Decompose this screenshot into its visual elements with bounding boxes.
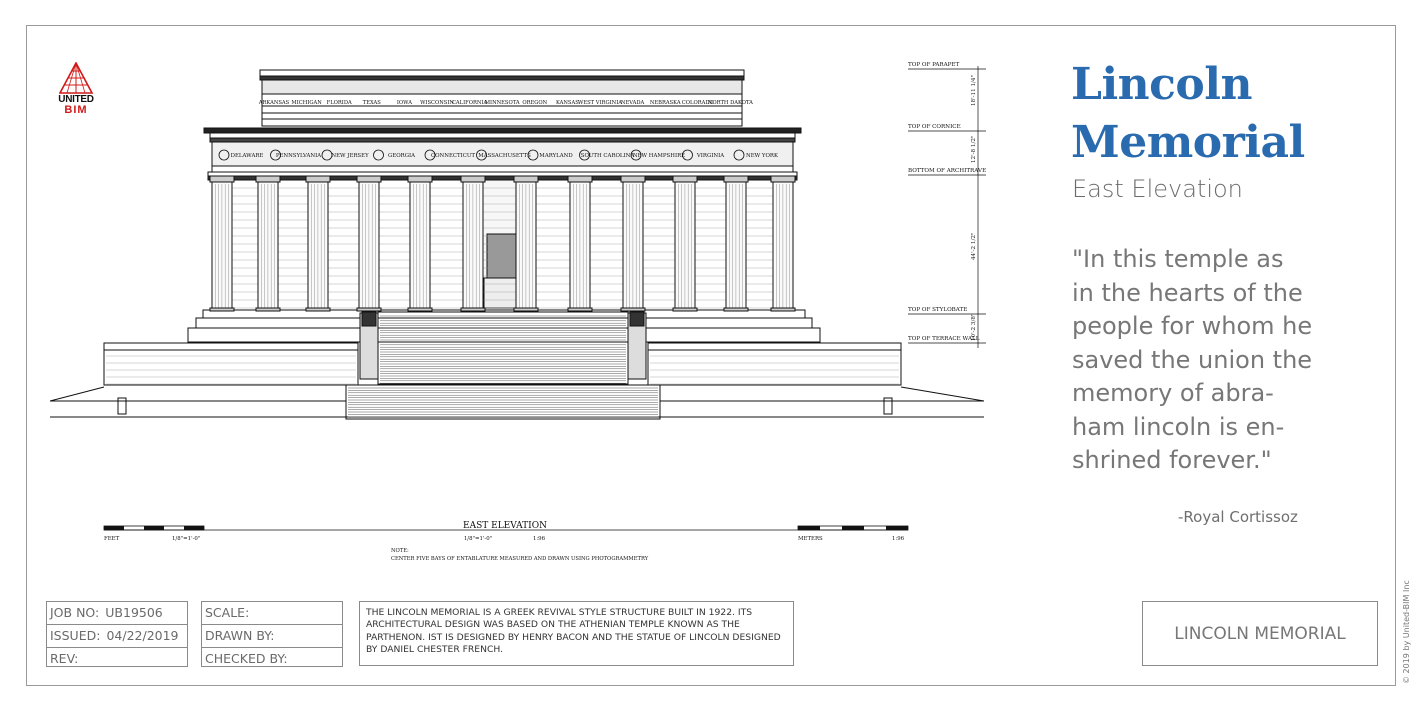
- column: [408, 176, 432, 311]
- drawing-scale-metric: 1:96: [532, 536, 546, 542]
- quote-line: in the hearts of the: [1072, 278, 1303, 307]
- scale-row: [202, 602, 342, 625]
- column: [621, 176, 645, 311]
- state-name-label: GEORGIA: [387, 153, 416, 159]
- column: [568, 176, 592, 311]
- quote-block: [1072, 243, 1372, 478]
- scale-units-meters: METERS: [798, 536, 823, 542]
- checked-by-label: CHECKED BY:: [205, 651, 288, 666]
- note-text: CENTER FIVE BAYS OF ENTABLATURE MEASURED AND DRAWN USING PHOTOGRAMMETRY: [391, 556, 649, 562]
- title-line-1: Lincoln: [1071, 59, 1252, 110]
- dim-architrave-stylobate: 44'-2 1/2": [971, 232, 977, 260]
- drawing-scale-imperial: 1/8"=1'-0": [463, 536, 493, 542]
- column: [724, 176, 748, 311]
- state-name-label: NEW JERSEY: [331, 153, 369, 159]
- scale-bar-ratio: 1:96: [892, 536, 905, 542]
- state-name-label: NEVADA: [620, 100, 645, 106]
- note-title: NOTE:: [391, 548, 409, 554]
- job-no-row: [47, 602, 187, 625]
- quote-line: ham lincoln is en-: [1072, 412, 1285, 441]
- logo-text-united: UNITED: [58, 94, 94, 105]
- state-name-label: SOUTH CAROLINA: [580, 153, 635, 159]
- column: [771, 176, 795, 311]
- quote-line: shrined forever.": [1072, 446, 1272, 474]
- state-name-label: WISCONSIN: [420, 100, 454, 106]
- state-name-label: NEW HAMPSHIRE: [632, 153, 686, 159]
- level-label-terrace-wall: TOP OF TERRACE WALL: [908, 336, 980, 342]
- drawing-title: EAST ELEVATION: [463, 521, 547, 531]
- job-info-box: [46, 601, 188, 667]
- project-name-box: LINCOLN MEMORIAL: [1142, 601, 1378, 666]
- page-subtitle: East Elevation: [1072, 175, 1243, 203]
- scale-bar-imperial: 1/8"=1'-0": [172, 536, 201, 542]
- logo-text-bim: BIM: [64, 104, 88, 116]
- state-name-label: PENNSYLVANIA: [275, 153, 322, 159]
- state-name-label: TEXAS: [362, 100, 381, 106]
- quote-author: -Royal Cortissoz: [1178, 508, 1298, 526]
- quote-line: saved the union the: [1072, 345, 1313, 374]
- quote-line: "In this temple as: [1072, 245, 1284, 273]
- state-name-label: NEW YORK: [746, 153, 778, 159]
- column: [210, 176, 234, 311]
- state-name-label: CONNECTICUT: [430, 153, 476, 159]
- state-name-label: MARYLAND: [539, 153, 573, 159]
- state-name-label: KANSAS: [555, 100, 579, 106]
- column: [461, 176, 485, 311]
- quote-line: people for whom he: [1072, 312, 1313, 340]
- state-name-label: MASSACHUSETTS: [478, 153, 531, 159]
- state-name-label: OREGON: [522, 100, 548, 106]
- dim-stylobate-terrace: 10'-2 3/8": [971, 313, 977, 341]
- state-name-label: DELAWARE: [230, 153, 264, 159]
- level-label-parapet: TOP OF PARAPET: [908, 62, 960, 68]
- drawing-info-box: [201, 601, 343, 667]
- state-name-label: ARKANSAS: [258, 100, 290, 106]
- drawn-by-label: DRAWN BY:: [205, 628, 275, 643]
- state-name-label: MICHIGAN: [291, 100, 322, 106]
- east-elevation-drawing: [46, 58, 991, 577]
- issued-label: ISSUED:: [50, 628, 101, 643]
- state-name-label: VIRGINIA: [696, 153, 725, 159]
- elevation-svg: [46, 58, 991, 573]
- title-line-2: Memorial: [1071, 117, 1305, 168]
- state-name-label: NEBRASKA: [649, 100, 681, 106]
- state-name-label: FLORIDA: [326, 100, 352, 106]
- scale-units-feet: FEET: [104, 536, 120, 542]
- scale-label: SCALE:: [205, 605, 250, 620]
- level-label-cornice: TOP OF CORNICE: [908, 124, 961, 130]
- state-name-label: CALIFORNIA: [451, 100, 488, 106]
- page-title: [1071, 56, 1371, 172]
- state-name-label: NORTH DAKOTA: [707, 100, 753, 106]
- issued-row: [47, 625, 187, 648]
- job-no-value: UB19506: [105, 605, 163, 620]
- project-description: THE LINCOLN MEMORIAL IS A GREEK REVIVAL STYLE STRUCTURE BUILT IN 1922. ITS ARCHITECTURAL DESIGN WAS BASED ON THE ATHENIAN TEMPLE KNOWN AS THE PARTHENON. IST IS DESIGNED BY HENRY BACON AND THE STATUE OF LINCOLN DESIGNED BY DANIEL CHESTER FRENCH.: [359, 601, 794, 666]
- column: [514, 176, 538, 311]
- column: [256, 176, 280, 311]
- copyright-notice: © 2019 by United-BIM Inc: [1402, 580, 1411, 684]
- drawn-by-row: [202, 625, 342, 648]
- issued-value: 04/22/2019: [106, 628, 179, 643]
- quote-line: memory of abra-: [1072, 379, 1274, 407]
- checked-by-row: [202, 648, 342, 670]
- state-name-label: WEST VIRGINIA: [577, 100, 623, 106]
- level-label-stylobate: TOP OF STYLOBATE: [908, 307, 968, 313]
- job-no-label: JOB NO:: [50, 605, 100, 620]
- state-name-label: IOWA: [396, 100, 412, 106]
- column: [673, 176, 697, 311]
- rev-label: REV:: [50, 651, 79, 666]
- state-name-label: COLORADO: [681, 100, 714, 106]
- dim-cornice-architrave: 12'-8 1/2": [971, 135, 977, 163]
- column: [357, 176, 381, 311]
- dim-parapet-cornice: 18'-11 1/4": [971, 74, 977, 106]
- state-name-label: MINNESOTA: [484, 100, 520, 106]
- column: [306, 176, 330, 311]
- level-label-architrave: BOTTOM OF ARCHITRAVE: [908, 168, 987, 174]
- rev-row: [47, 648, 187, 670]
